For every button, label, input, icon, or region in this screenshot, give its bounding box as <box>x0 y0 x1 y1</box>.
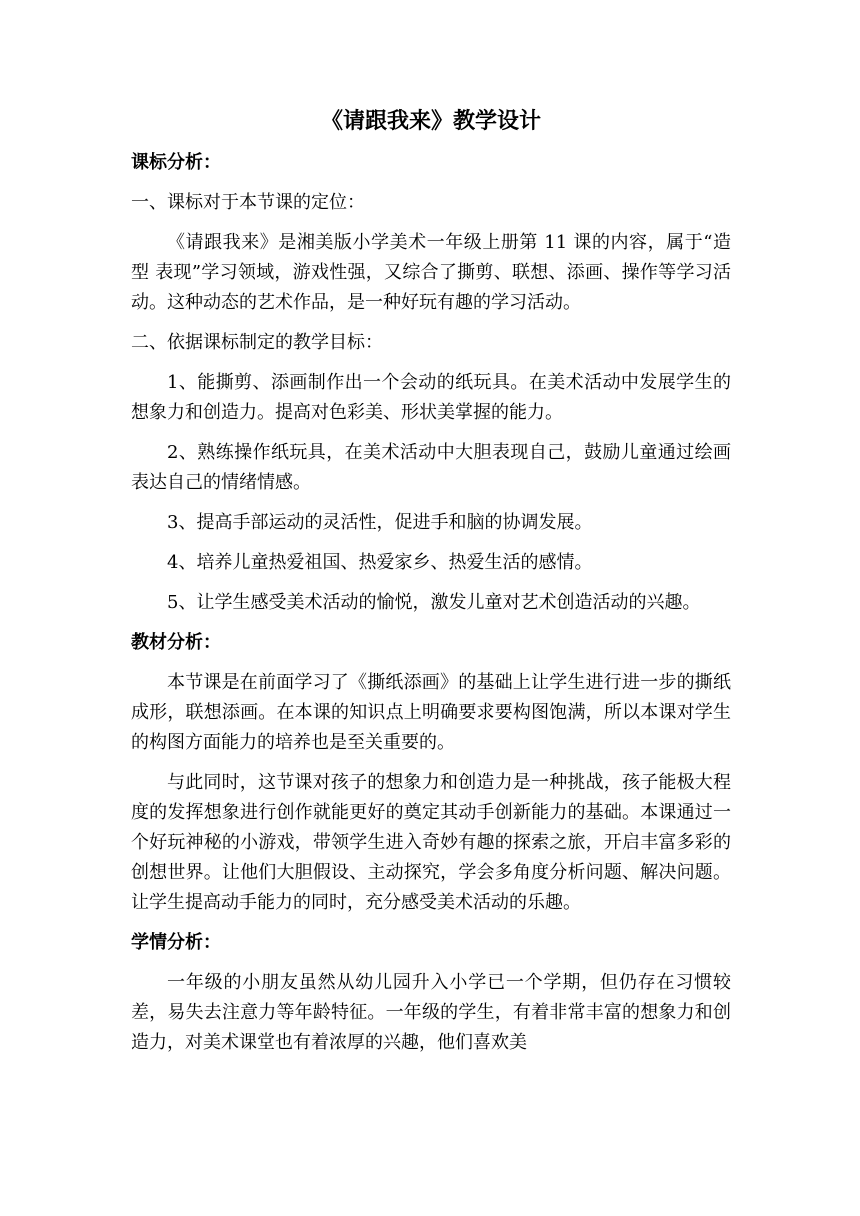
teaching-goal-3: 3、提高手部运动的灵活性，促进手和脑的协调发展。 <box>167 512 593 533</box>
teaching-goals-heading: 二、依据课标制定的教学目标： <box>131 332 383 353</box>
student-analysis-paragraph: 一年级的小朋友虽然从幼儿园升入小学已一个学期，但仍存在习惯较差，易失去注意力等年龄特征。一年级的学生，有着非常丰富的想象力和创造力，对美术课堂也有着浓厚的兴趣，他们喜欢美 <box>131 972 731 1053</box>
document-body <box>131 104 731 1068</box>
positioning-heading: 一、课标对于本节课的定位： <box>131 192 365 213</box>
material-paragraph-1: 本节课是在前面学习了《撕纸添画》的基础上让学生进行进一步的撕纸成形，联想添画。在本课的知识点上明确要求要构图饱满，所以本课对学生的构图方面能力的培养也是至关重要的。 <box>131 672 731 753</box>
teaching-goal-2: 2、熟练操作纸玩具，在美术活动中大胆表现自己，鼓励儿童通过绘画表达自己的情绪情感。 <box>131 442 731 493</box>
positioning-paragraph: 《请跟我来》是湘美版小学美术一年级上册第 11 课的内容，属于“造型 表现”学习领域，游戏性强，又综合了撕剪、联想、添画、操作等学习活动。这种动态的艺术作品，是一种好玩有趣的学习活动。 <box>131 232 731 313</box>
document-title: 《请跟我来》教学设计 <box>320 108 541 134</box>
teaching-goal-5: 5、让学生感受美术活动的愉悦，激发儿童对艺术创造活动的兴趣。 <box>167 592 701 613</box>
teaching-goal-1: 1、能撕剪、添画制作出一个会动的纸玩具。在美术活动中发展学生的想象力和创造力。提高对色彩美、形状美掌握的能力。 <box>131 372 731 423</box>
material-paragraph-2: 与此同时，这节课对孩子的想象力和创造力是一种挑战，孩子能极大程度的发挥想象进行创作就能更好的奠定其动手创新能力的基础。本课通过一个好玩神秘的小游戏，带领学生进入奇妙有趣的探索之旅，开启丰富多彩的创想世界。让他们大胆假设、主动探究，学会多角度分析问题、解决问题。让学生提高动手能力的同时，充分感受美术活动的乐趣。 <box>131 772 731 913</box>
material-analysis-heading: 教材分析： <box>131 632 221 653</box>
student-analysis-heading: 学情分析： <box>131 932 221 953</box>
teaching-goal-4: 4、培养儿童热爱祖国、热爱家乡、热爱生活的感情。 <box>167 552 593 573</box>
curriculum-analysis-heading: 课标分析： <box>131 152 221 173</box>
